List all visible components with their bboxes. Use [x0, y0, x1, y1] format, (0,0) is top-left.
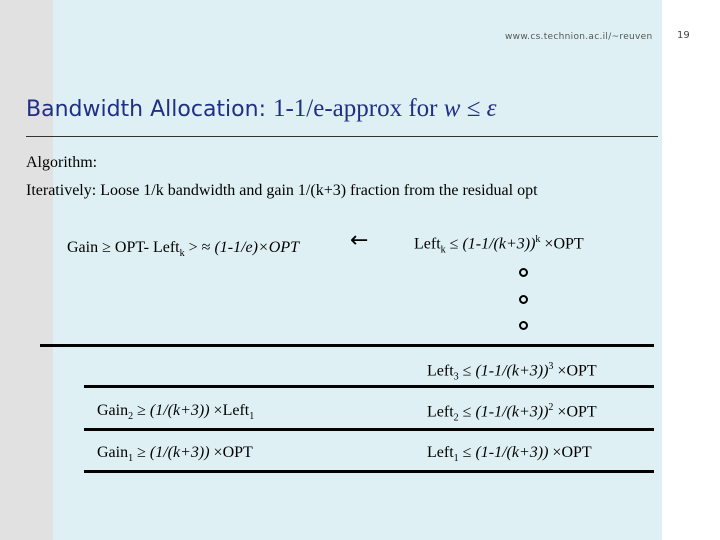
gain-2-rel: ≥	[133, 402, 150, 419]
left-k-suffix: ×OPT	[540, 235, 584, 253]
left-2	[427, 402, 597, 424]
title-part1: Bandwidth Allocation:	[26, 97, 273, 122]
left-3-sup: 3	[548, 361, 554, 372]
left-2-expr: (1-1/(k+3))	[475, 403, 549, 421]
left-3-rel: ≤	[458, 362, 476, 380]
ellipsis-dot	[519, 321, 528, 330]
gain-summary	[67, 239, 299, 259]
title-part2: 1-1/e-approx for	[272, 95, 444, 122]
slide-title	[26, 95, 497, 123]
title-var: w	[443, 95, 461, 122]
separator-line	[40, 344, 654, 347]
ellipsis-dot	[519, 295, 528, 304]
page-number: 19	[677, 30, 690, 41]
separator-line	[84, 385, 654, 388]
gain-2	[97, 402, 254, 422]
gain-summary-expr: (1-1/e)×OPT	[214, 239, 299, 256]
title-divider	[26, 136, 658, 137]
left-2-rel: ≤	[458, 403, 476, 421]
gain-2-expr: (1/(k+3))	[149, 402, 210, 419]
gain-1-sub: 1	[128, 453, 134, 465]
left-3	[427, 361, 597, 383]
gain-summary-prefix: Gain ≥ OPT- Left	[67, 239, 180, 256]
gain-summary-mid: > ≈	[184, 239, 215, 256]
left-3-suffix: ×OPT	[553, 362, 597, 380]
title-rel: ≤	[460, 95, 487, 122]
left-3-expr: (1-1/(k+3))	[475, 362, 549, 380]
header-url: www.cs.technion.ac.il/~reuven	[505, 32, 653, 42]
gain-1-prefix: Gain	[97, 444, 129, 461]
left-k-expr: (1-1/(k+3))	[462, 235, 536, 253]
gain-1-suffix: ×OPT	[209, 444, 253, 461]
gain-2-suffix: ×Left	[209, 402, 250, 419]
gain-1	[97, 444, 253, 464]
left-1-prefix: Left	[427, 444, 454, 461]
left-3-prefix: Left	[427, 362, 454, 380]
left-k-sub: k	[440, 244, 446, 256]
left-1-suffix: ×OPT	[548, 444, 592, 461]
separator-line	[84, 470, 654, 473]
gain-2-suffix-sub: 1	[249, 411, 255, 423]
left-2-sub: 2	[453, 412, 459, 424]
algorithm-description: Iteratively: Loose 1/k bandwidth and gain 1/(k+3) fraction from the residual opt	[26, 182, 538, 199]
left-1-sub: 1	[453, 453, 459, 465]
left-3-sub: 3	[453, 371, 459, 383]
left-2-suffix: ×OPT	[553, 403, 597, 421]
gain-1-rel: ≥	[133, 444, 150, 461]
gain-summary-sub: k	[179, 248, 185, 260]
left-1	[427, 444, 592, 464]
left-1-expr: (1-1/(k+3))	[475, 444, 549, 461]
left-2-prefix: Left	[427, 403, 454, 421]
algorithm-heading: Algorithm:	[26, 154, 98, 171]
left-2-sup: 2	[548, 402, 554, 413]
right-margin	[662, 0, 720, 540]
gain-2-sub: 2	[128, 411, 134, 423]
title-eps: ε	[486, 95, 497, 122]
left-k-prefix: Left	[414, 235, 441, 253]
left-k	[414, 234, 584, 256]
separator-line	[84, 428, 654, 431]
gain-2-prefix: Gain	[97, 402, 129, 419]
left-k-sup: k	[535, 234, 541, 245]
ellipsis-dot	[519, 268, 528, 277]
gain-1-expr: (1/(k+3))	[149, 444, 210, 461]
left-k-rel: ≤	[445, 235, 463, 253]
left-band	[0, 0, 53, 540]
left-arrow-icon: ←	[350, 228, 369, 253]
left-1-rel: ≤	[458, 444, 476, 461]
